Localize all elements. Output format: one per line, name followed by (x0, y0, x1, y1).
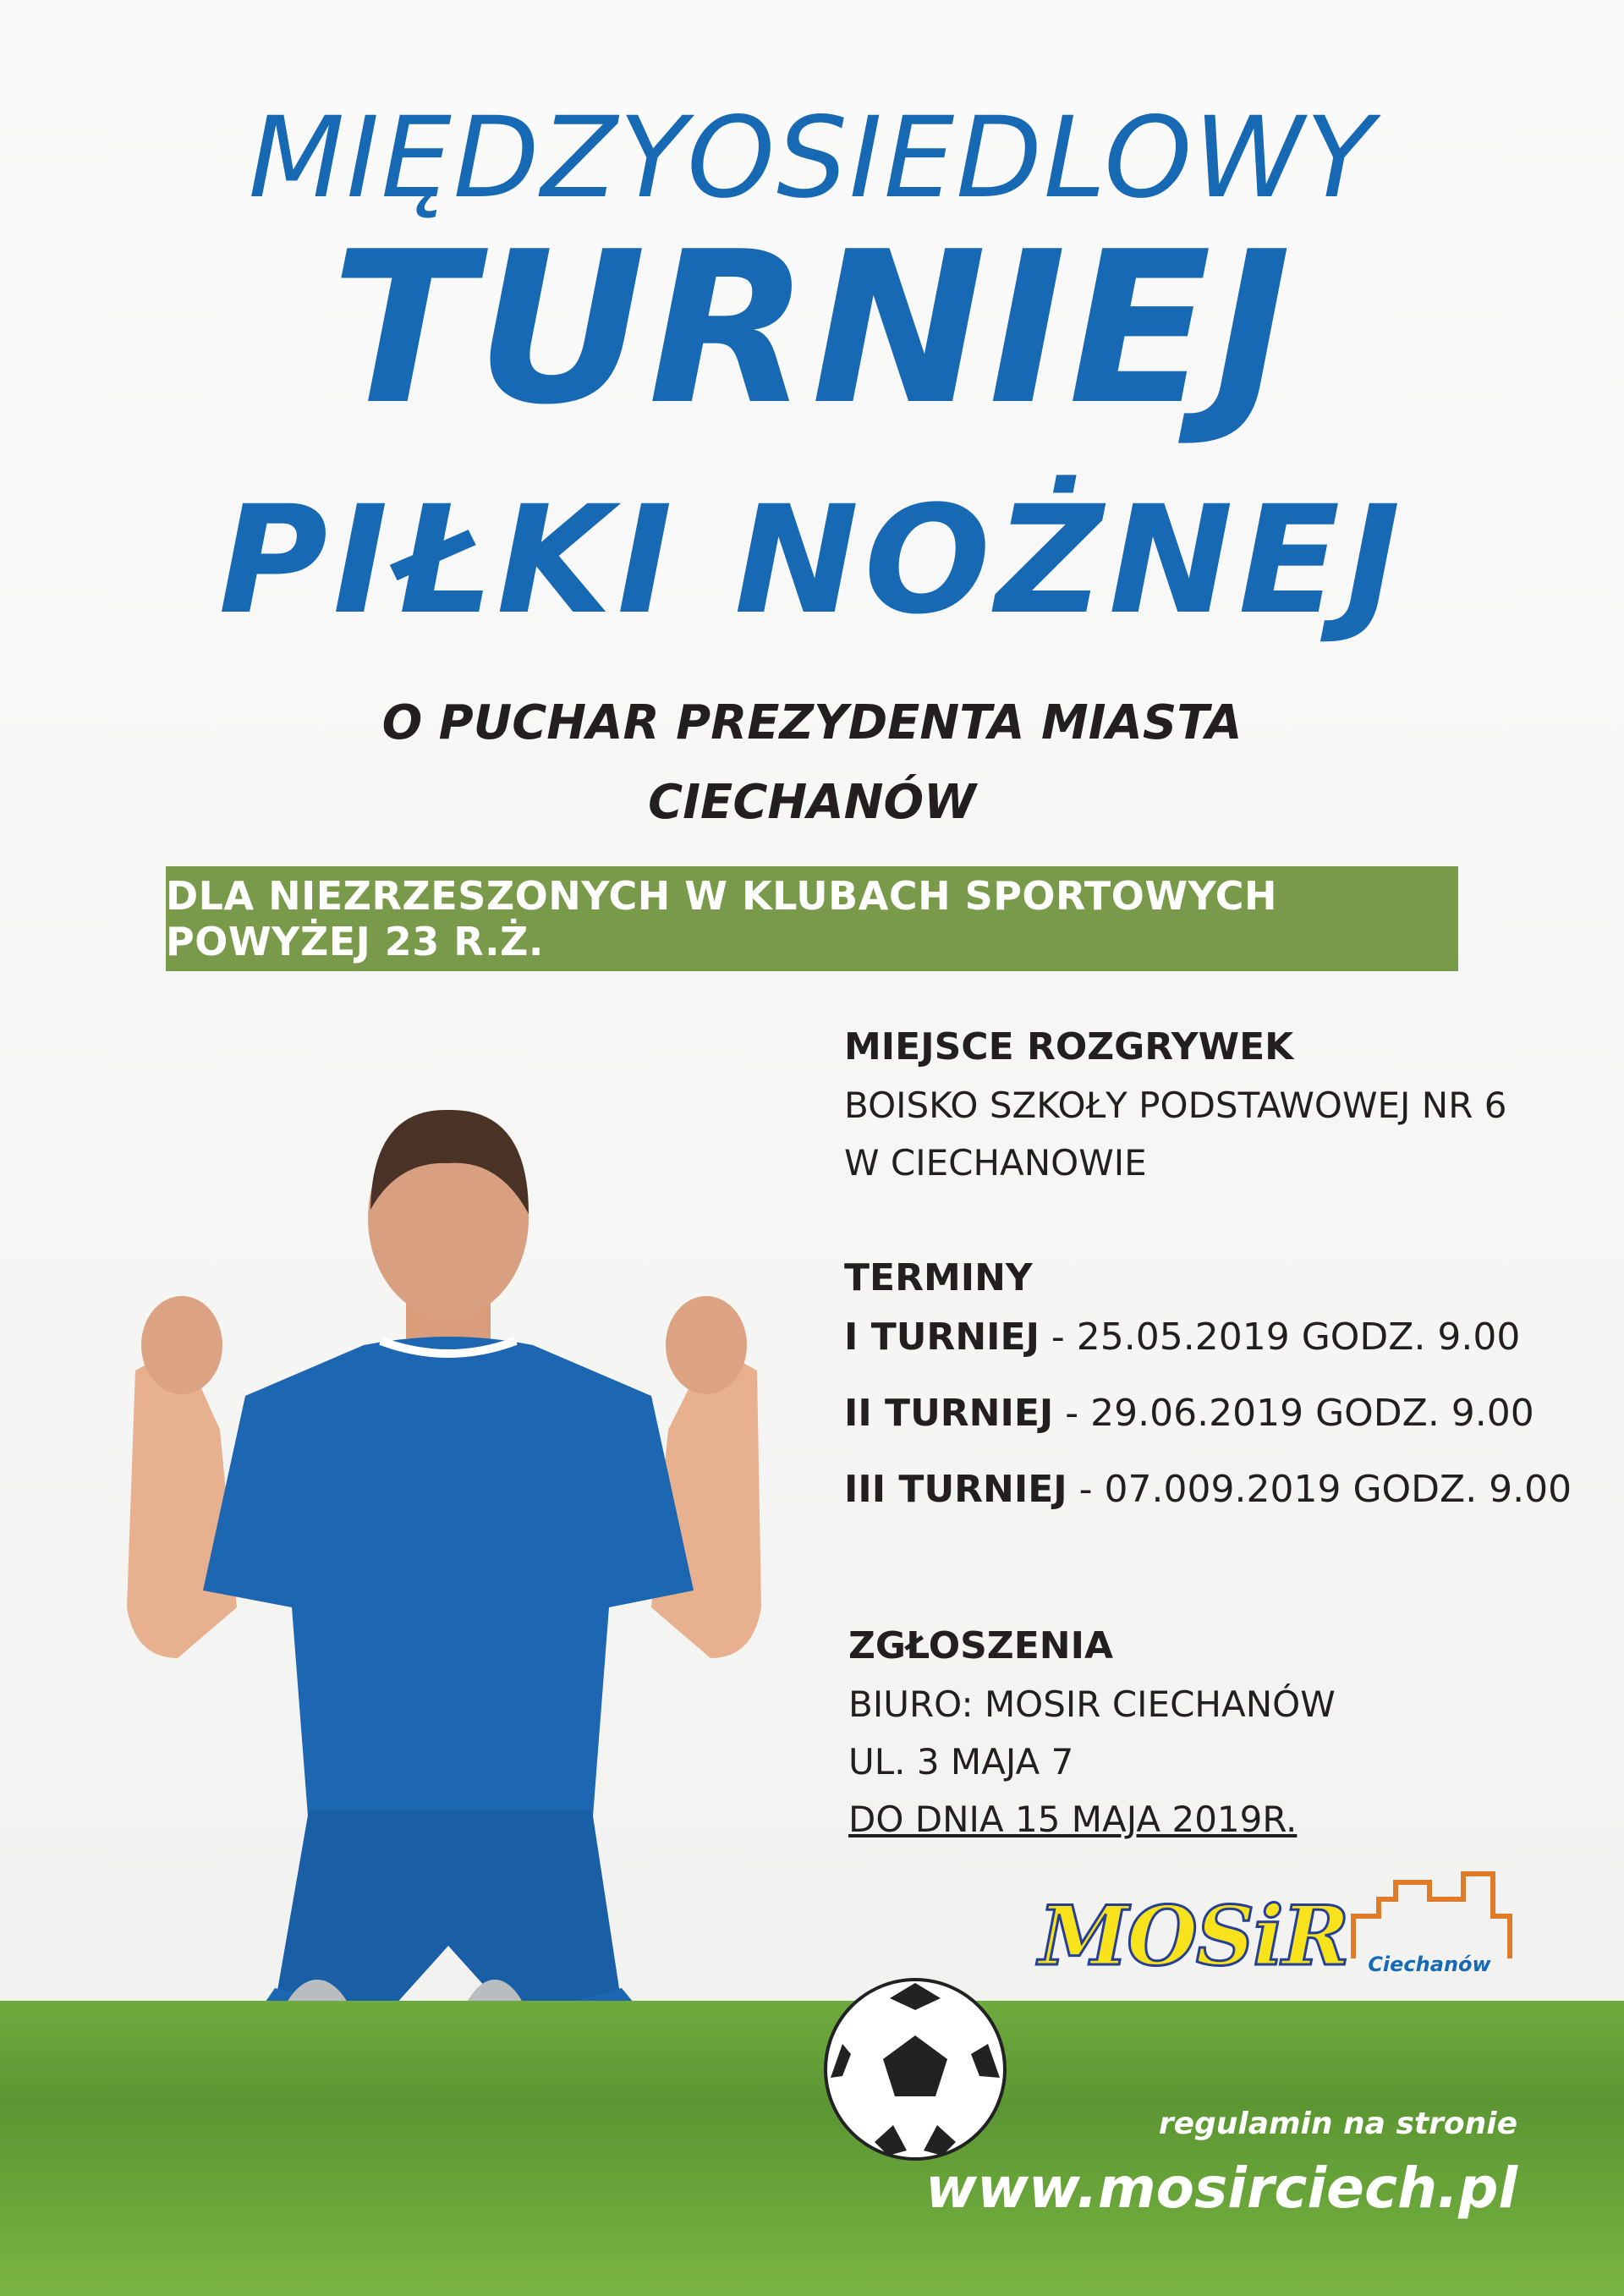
subtitle (0, 684, 1624, 843)
registration-line-2: UL. 3 MAJA 7 (848, 1741, 1074, 1782)
football-ball-icon (822, 1976, 1008, 2162)
ciechanow-city-logo (1345, 1865, 1514, 1984)
grass-field (0, 2001, 1624, 2296)
term-detail: - 07.009.2019 GODZ. 9.00 (1067, 1468, 1572, 1511)
headline-line-1: MIĘDZYOSIEDLOWY (248, 93, 1376, 223)
footer-rules-note: regulamin na stronie (1158, 2106, 1517, 2141)
terms-section (844, 1256, 1572, 1528)
headline-line-3: PIŁKI NOŻNEJ (218, 474, 1406, 647)
term-row-3 (844, 1452, 1572, 1528)
headline-line-2: TURNIEJ (331, 207, 1293, 451)
registration-label: ZGŁOSZENIA (848, 1624, 1114, 1667)
registration-section (848, 1624, 1576, 1848)
venue-label: MIEJSCE ROZGRYWEK (844, 1025, 1294, 1068)
subtitle-line-2: CIECHANÓW (648, 775, 976, 830)
city-logo-text: Ciechanów (1368, 1953, 1491, 1976)
footer-website-link[interactable]: www.mosirciech.pl (925, 2156, 1517, 2221)
terms-label: TERMINY (844, 1256, 1033, 1299)
term-detail: - 25.05.2019 GODZ. 9.00 (1039, 1316, 1521, 1359)
term-name: I TURNIEJ (844, 1316, 1040, 1359)
venue-line-2: W CIECHANOWIE (844, 1142, 1147, 1184)
registration-line-1: BIURO: MOSIR CIECHANÓW (848, 1684, 1336, 1725)
venue-line-1: BOISKO SZKOŁY PODSTAWOWEJ NR 6 (844, 1085, 1507, 1126)
term-detail: - 29.06.2019 GODZ. 9.00 (1053, 1392, 1534, 1435)
subtitle-line-1: O PUCHAR PREZYDENTA MIASTA (381, 695, 1243, 750)
term-row-1 (844, 1299, 1572, 1376)
mosir-logo: MOSiR (1039, 1888, 1348, 1984)
term-name: II TURNIEJ (844, 1392, 1054, 1435)
eligibility-banner: DLA NIEZRZESZONYCH W KLUBACH SPORTOWYCH POWYŻEJ 23 R.Ż. (166, 866, 1458, 971)
term-row-2 (844, 1376, 1572, 1452)
term-name: III TURNIEJ (844, 1468, 1067, 1511)
venue-section (844, 1025, 1572, 1192)
registration-deadline: DO DNIA 15 MAJA 2019R. (848, 1799, 1298, 1840)
